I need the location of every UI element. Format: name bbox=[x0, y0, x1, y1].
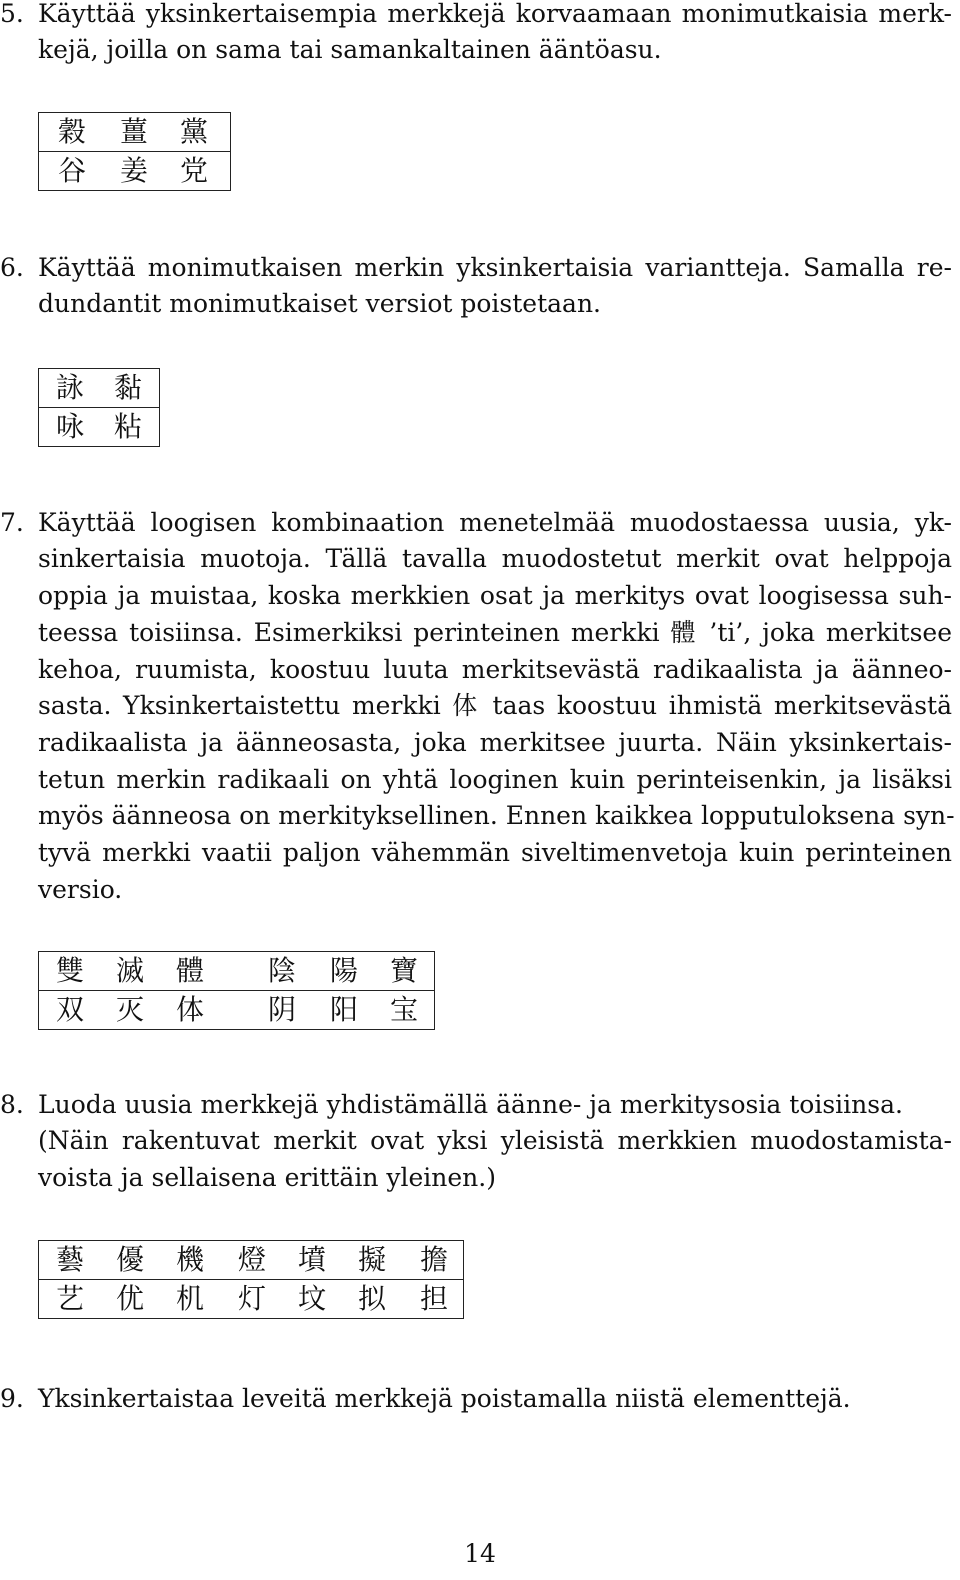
simplified-char: 艺 bbox=[55, 1282, 84, 1315]
simplified-char: 姜 bbox=[119, 154, 148, 187]
traditional-char: 擔 bbox=[419, 1243, 448, 1276]
paragraph-line: myös äänneosa on merkityksellinen. Ennen kaikkea lopputuloksena syn- bbox=[38, 801, 955, 830]
paragraph-line: oppia ja muistaa, koska merkkien osat ja merkitys ovat loogisessa suh- bbox=[38, 581, 952, 610]
line-text: teessa toisiinsa. Esimerkiksi perinteinen merkki 體 ’ti’, joka merkitsee bbox=[38, 618, 952, 647]
paragraph-line: versio. bbox=[38, 875, 123, 904]
paragraph-line: Yksinkertaistaa leveitä merkkejä poistamalla niistä elementtejä. bbox=[38, 1384, 851, 1413]
paragraph-line: Käyttää yksinkertaisempia merkkejä korvaamaan monimutkaisia merk- bbox=[38, 0, 952, 28]
traditional-char: 黨 bbox=[179, 115, 208, 148]
simplified-row bbox=[39, 151, 230, 190]
simplified-char: 坟 bbox=[297, 1282, 326, 1315]
traditional-row bbox=[39, 1241, 463, 1279]
paragraph-line bbox=[38, 615, 952, 651]
paragraph-line: Käyttää monimutkaisen merkin yksinkertaisia variantteja. Samalla re- bbox=[38, 253, 952, 282]
page-number: 14 bbox=[464, 1539, 496, 1568]
paragraph-line: kejä, joilla on sama tai samankaltainen ääntöasu. bbox=[38, 35, 662, 64]
traditional-char: 陽 bbox=[329, 954, 358, 987]
simplified-char: 粘 bbox=[113, 410, 142, 443]
traditional-char: 滅 bbox=[115, 954, 144, 987]
simplified-char: 双 bbox=[55, 993, 84, 1026]
simplified-row bbox=[39, 990, 434, 1029]
traditional-char: 燈 bbox=[237, 1243, 266, 1276]
character-table bbox=[38, 951, 435, 1030]
simplified-char: 机 bbox=[175, 1282, 204, 1315]
item-number: 6. bbox=[0, 253, 24, 282]
traditional-char: 體 bbox=[175, 954, 204, 987]
traditional-char: 黏 bbox=[113, 371, 142, 404]
simplified-char: 咏 bbox=[55, 410, 84, 443]
paragraph-line: tetun merkin radikaali on yhtä looginen kuin perinteisenkin, ja lisäksi bbox=[38, 765, 952, 794]
item-number: 5. bbox=[0, 0, 24, 28]
paragraph-line: dundantit monimutkaiset versiot poistetaan. bbox=[38, 289, 601, 318]
item-number: 8. bbox=[0, 1090, 24, 1119]
item-number: 7. bbox=[0, 508, 24, 537]
simplified-char: 拟 bbox=[357, 1282, 386, 1315]
paragraph-line: (Näin rakentuvat merkit ovat yksi yleisistä merkkien muodostamista- bbox=[38, 1126, 952, 1155]
simplified-char: 阴 bbox=[267, 993, 296, 1026]
traditional-row bbox=[39, 952, 434, 990]
simplified-char: 体 bbox=[175, 993, 204, 1026]
simplified-char: 阳 bbox=[329, 993, 358, 1026]
traditional-char: 詠 bbox=[55, 371, 84, 404]
traditional-row bbox=[39, 369, 159, 407]
paragraph-line: sasta. Yksinkertaistettu merkki 体 taas koostuu ihmistä merkitsevästä bbox=[38, 691, 952, 720]
traditional-char: 薑 bbox=[119, 115, 148, 148]
paragraph-line: Luoda uusia merkkejä yhdistämällä äänne- ja merkitysosia toisiinsa. bbox=[38, 1090, 903, 1119]
item-number: 9. bbox=[0, 1384, 24, 1413]
simplified-char: 担 bbox=[419, 1282, 448, 1315]
simplified-row bbox=[39, 407, 159, 446]
traditional-char: 穀 bbox=[57, 115, 86, 148]
simplified-char: 党 bbox=[179, 154, 208, 187]
traditional-char: 擬 bbox=[357, 1243, 386, 1276]
paragraph-line: Käyttää loogisen kombinaation menetelmää muodostaessa uusia, yk- bbox=[38, 508, 952, 537]
character-table bbox=[38, 112, 231, 191]
simplified-char: 谷 bbox=[57, 154, 86, 187]
paragraph-line: radikaalista ja äänneosasta, joka merkitsee juurta. Näin yksinkertais- bbox=[38, 728, 952, 757]
paragraph-line: tyvä merkki vaatii paljon vähemmän siveltimenvetoja kuin perinteinen bbox=[38, 838, 952, 867]
traditional-row bbox=[39, 113, 230, 151]
simplified-char: 灭 bbox=[115, 993, 144, 1026]
simplified-row bbox=[39, 1279, 463, 1318]
simplified-char: 灯 bbox=[237, 1282, 266, 1315]
traditional-char: 陰 bbox=[267, 954, 296, 987]
paragraph-line: sinkertaisia muotoja. Tällä tavalla muodostetut merkit ovat helppoja bbox=[38, 544, 952, 573]
traditional-char: 藝 bbox=[55, 1243, 84, 1276]
traditional-char: 寶 bbox=[389, 954, 418, 987]
traditional-char: 墳 bbox=[297, 1243, 326, 1276]
simplified-char: 优 bbox=[115, 1282, 144, 1315]
character-table bbox=[38, 368, 160, 447]
paragraph-line: voista ja sellaisena erittäin yleinen.) bbox=[38, 1163, 496, 1192]
character-table bbox=[38, 1240, 464, 1319]
simplified-char: 宝 bbox=[389, 993, 418, 1026]
traditional-char: 優 bbox=[115, 1243, 144, 1276]
paragraph-line: kehoa, ruumista, koostuu luuta merkitsevästä radikaalista ja äänneo- bbox=[38, 655, 952, 684]
traditional-char: 雙 bbox=[55, 954, 84, 987]
traditional-char: 機 bbox=[175, 1243, 204, 1276]
